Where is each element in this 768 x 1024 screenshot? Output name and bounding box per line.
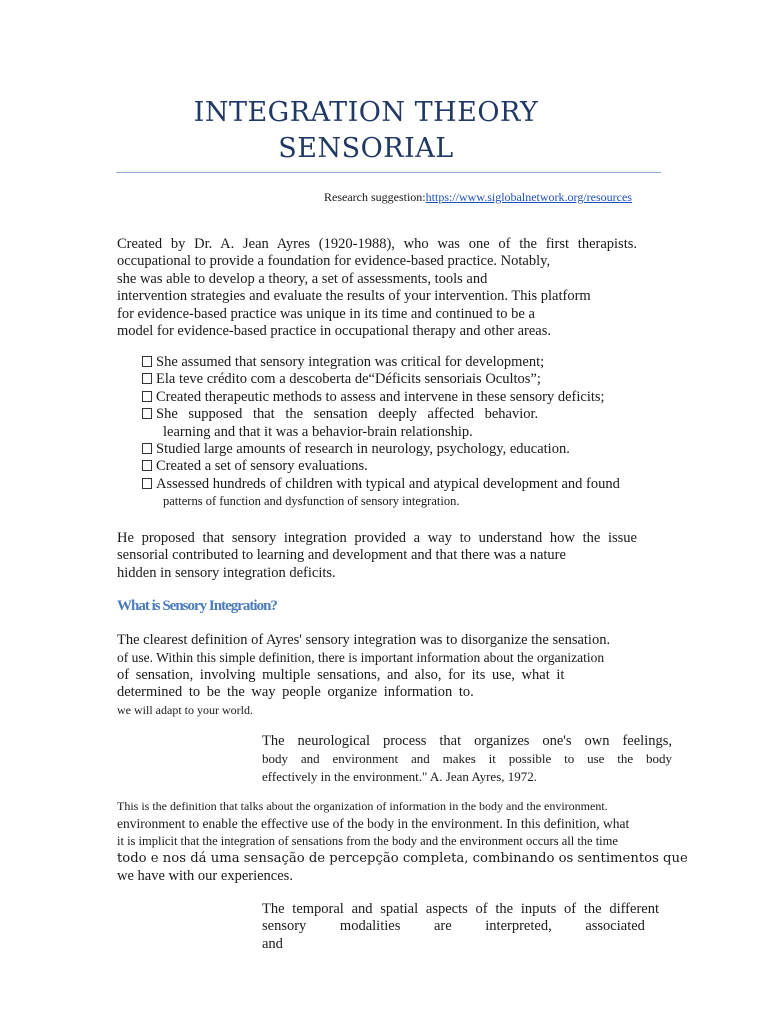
proposal-paragraph — [117, 530, 637, 582]
checkbox-glyph-icon — [142, 373, 152, 384]
checkbox-glyph-icon — [142, 443, 152, 454]
list-item: Assessed hundreds of children with typical and atypical development and found — [142, 476, 662, 493]
list-item: Studied large amounts of research in neurology, psychology, education. — [142, 441, 662, 458]
document-title-line-1: INTEGRATION THEORY — [193, 97, 539, 128]
ayres-quote — [262, 733, 672, 785]
list-item-continuation: patterns of function and dysfunction of sensory integration. — [163, 494, 460, 509]
definition-line: we will adapt to your world. — [117, 702, 253, 717]
checkbox-glyph-icon — [142, 356, 152, 367]
explanation-line: todo e nos dá uma sensação de percepção completa, combinando os sentimentos que — [117, 851, 688, 867]
bullet-list — [142, 354, 662, 511]
definition-line: The clearest definition of Ayres' sensory integration was to disorganize the sensation. — [117, 632, 611, 648]
definition-paragraph — [117, 632, 637, 719]
intro-line: intervention strategies and evaluate the results of your intervention. This platform — [117, 288, 591, 305]
list-item-continuation: learning and that it was a behavior-brain relationship. — [163, 423, 473, 440]
checkbox-glyph-icon — [142, 460, 152, 471]
list-item: She supposed that the sensation deeply affected behavior. — [142, 406, 662, 423]
definition-line: of sensation, involving multiple sensations, and also, for its use, what it — [117, 666, 565, 683]
quote-line: The neurological process that organizes one's own feelings, — [262, 733, 672, 749]
explanation-line: This is the definition that talks about the organization of information in the body and the environment. — [117, 799, 608, 813]
intro-paragraph — [117, 236, 637, 340]
list-item: Ela teve crédito com a descoberta de“Déficits sensoriais Ocultos”; — [142, 371, 662, 388]
quote-line: The temporal and spatial aspects of the inputs of the different — [262, 901, 659, 917]
intro-line: occupational to provide a foundation for evidence-based practice. Notably, — [117, 253, 551, 270]
title-divider — [116, 172, 661, 173]
research-link[interactable]: https://www.siglobalnetwork.org/resources — [425, 190, 632, 204]
checkbox-glyph-icon — [142, 478, 152, 489]
research-suggestion — [324, 190, 632, 205]
proposal-line: sensorial contributed to learning and development and that there was a nature — [117, 547, 566, 564]
modalities-quote — [262, 901, 659, 953]
quote-line: effectively in the environment." A. Jean Ayres, 1972. — [262, 768, 537, 784]
intro-line: Created by Dr. A. Jean Ayres (1920-1988), who was one of the first therapists. — [117, 236, 637, 252]
proposal-line: He proposed that sensory integration provided a way to understand how the issue — [117, 530, 637, 546]
definition-line: of use. Within this simple definition, there is important information about the organization — [117, 650, 605, 666]
list-item: Created a set of sensory evaluations. — [142, 458, 662, 475]
document-title-line-2: SENSORIAL — [278, 133, 454, 164]
proposal-line: hidden in sensory integration deficits. — [117, 564, 336, 581]
explanation-line: it is implicit that the integration of sensations from the body and the environment occurs all the time — [117, 833, 618, 848]
list-item: She assumed that sensory integration was critical for development; — [142, 354, 662, 371]
list-item: Created therapeutic methods to assess and intervene in these sensory deficits; — [142, 389, 662, 406]
explanation-line: environment to enable the effective use of the body in the environment. In this definition, what — [117, 816, 630, 832]
definition-line: determined to be the way people organize information to. — [117, 684, 474, 701]
checkbox-glyph-icon — [142, 391, 152, 402]
explanation-paragraph — [117, 798, 688, 885]
intro-line: model for evidence-based practice in occupational therapy and other areas. — [117, 323, 551, 340]
intro-line: for evidence-based practice was unique in its time and continued to be a — [117, 305, 535, 322]
quote-line: body and environment and makes it possible to use the body — [262, 751, 672, 767]
intro-line: she was able to develop a theory, a set of assessments, tools and — [117, 270, 488, 287]
explanation-line: we have with our experiences. — [117, 867, 293, 884]
quote-line: sensory modalities are interpreted, associated and — [262, 918, 645, 952]
checkbox-glyph-icon — [142, 408, 152, 419]
section-heading: What is Sensory Integration? — [117, 598, 277, 614]
research-label: Research suggestion: — [324, 190, 426, 204]
